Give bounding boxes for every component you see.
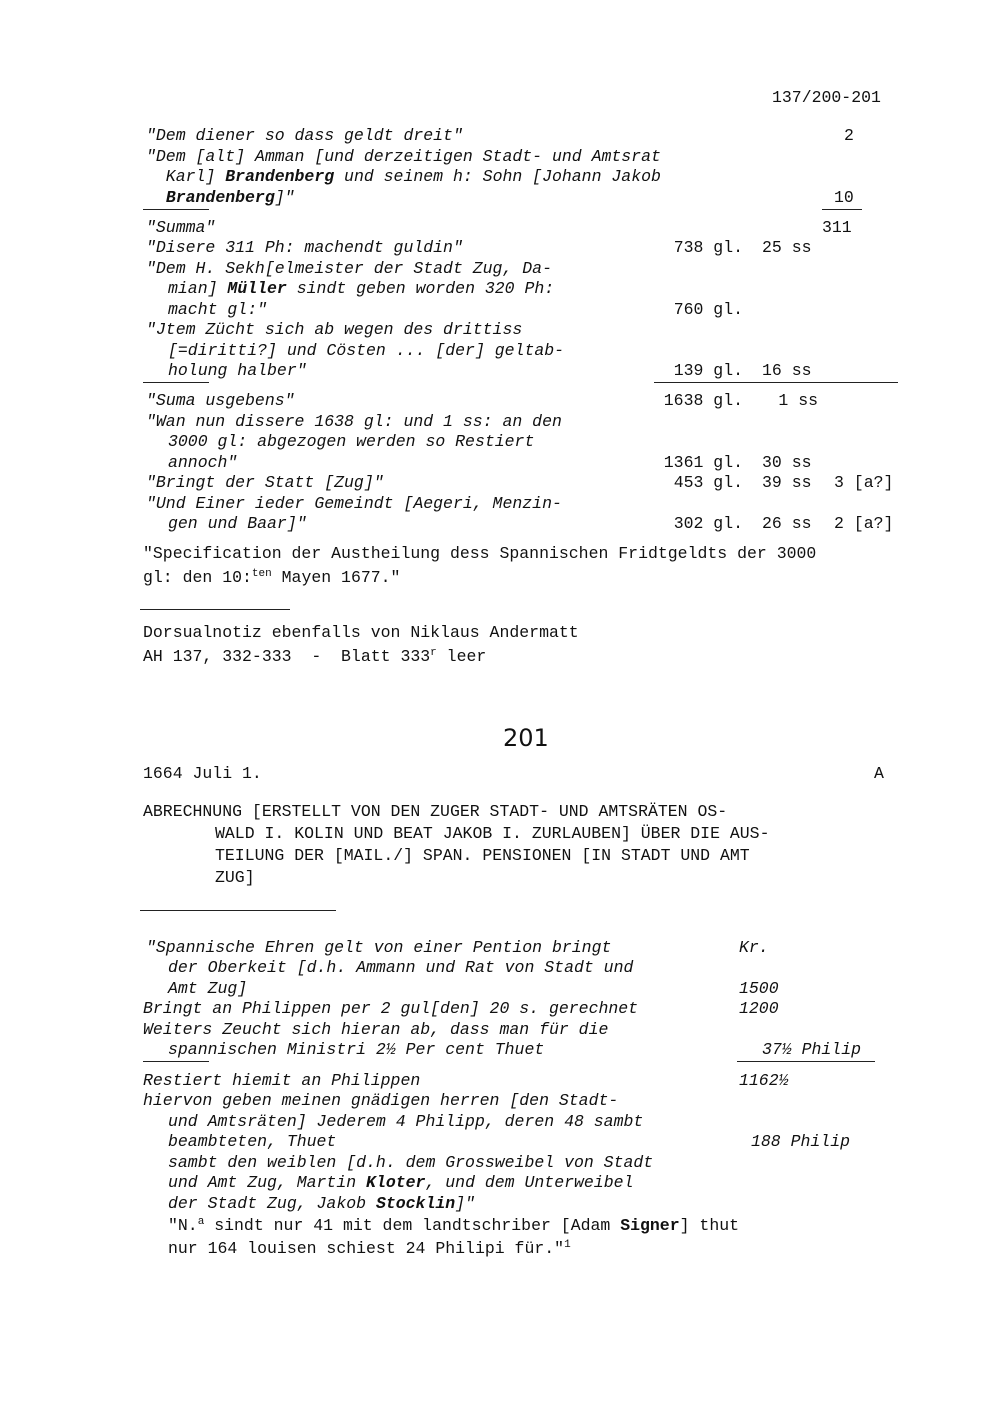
value-jtem-gl: 139 gl.	[673, 361, 743, 380]
entry-philippen: Bringt an Philippen per 2 gul[den] 20 s. gerechnet	[143, 999, 639, 1018]
entry-wan-line1: "Wan nun dissere 1638 gl: und 1 ss: an den	[146, 412, 562, 431]
entry-muller-line1: "Dem H. Sekh[elmeister der Stadt Zug, Da-	[146, 259, 552, 278]
entry-gemeindt-line2: gen und Baar]"	[168, 514, 307, 533]
divider	[822, 209, 862, 210]
value-bringt-ss: 39 ss	[762, 473, 812, 492]
value-hiervon: 188 Philip	[751, 1132, 851, 1151]
note-line1: "N.$^a$ sindt nur 41 mit dem landtschriber [Adam Signer] thut	[168, 1216, 740, 1235]
value-gemeindt-ph: 2 [a?]	[834, 514, 894, 533]
column-header-kr: Kr.	[739, 938, 769, 957]
page-reference: 137/200-201	[772, 88, 881, 107]
entry-jtem-line3: holung halber"	[168, 361, 307, 380]
entry-wan-line2: 3000 gl: abgezogen werden so Restiert	[168, 432, 535, 451]
name-brandenberg: Brandenberg	[225, 167, 335, 186]
headline-line4: ZUG]	[215, 868, 255, 887]
value-summa: 311	[822, 218, 852, 237]
value-disere-gl: 738 gl.	[673, 238, 743, 257]
name-kloter: Kloter	[366, 1173, 426, 1192]
archive-reference: AH 137, 332-333 - Blatt 333$^r$ leer	[143, 647, 487, 666]
value-bringt-gl: 453 gl.	[673, 473, 743, 492]
value-gemeindt-gl: 302 gl.	[673, 514, 743, 533]
value-suma-ss: 1 ss	[778, 391, 818, 410]
entry-hiervon-line1: hiervon geben meinen gnädigen herren [den Stadt-	[143, 1091, 619, 1110]
headline-line1: ABRECHNUNG [ERSTELLT VON DEN ZUGER STADT- UND AMTSRÄTEN OS-	[143, 802, 728, 821]
value-amman-ph: 10	[834, 188, 854, 207]
value-suma-gl: 1638 gl.	[663, 391, 743, 410]
divider	[143, 209, 209, 210]
entry-hiervon-line6: der Stadt Zug, Jakob Stocklin]"	[168, 1194, 475, 1213]
entry-weiters-line2: spannischen Ministri 2½ Per cent Thuet	[168, 1040, 545, 1059]
value-weiters: 37½ Philip	[762, 1040, 862, 1059]
divider	[143, 382, 209, 383]
entry-restiert: Restiert hiemit an Philippen	[143, 1071, 421, 1090]
entry-disere: "Disere 311 Ph: machendt guldin"	[146, 238, 463, 257]
document-number: 201	[503, 724, 549, 752]
name-stocklin: Stocklin	[375, 1194, 456, 1213]
value-bringt-ph: 3 [a?]	[834, 473, 894, 492]
dorsal-note: Dorsualnotiz ebenfalls von Niklaus Andermatt	[143, 623, 579, 642]
entry-bringt-statt: "Bringt der Statt [Zug]"	[146, 473, 384, 492]
headline-line2: WALD I. KOLIN UND BEAT JAKOB I. ZURLAUBEN] ÜBER DIE AUS-	[215, 824, 770, 843]
entry-hiervon-line2: und Amtsräten] Jederem 4 Philipp, deren 48 sambt	[168, 1112, 644, 1131]
entry-amman-line1: "Dem [alt] Amman [und derzeitigen Stadt- und Amtsrat	[146, 147, 661, 166]
entry-diener: "Dem diener so dass geldt dreit"	[146, 126, 463, 145]
divider	[737, 1061, 875, 1062]
label-suma-usgebens: "Suma usgebens"	[146, 391, 295, 410]
entry-muller-line2: mian] Müller sindt geben worden 320 Ph:	[168, 279, 555, 298]
entry-amman-line2: Karl] Brandenberg und seinem h: Sohn [Johann Jakob	[146, 167, 661, 186]
value-ehren: 1500	[739, 979, 779, 998]
headline-line3: TEILUNG DER [MAIL./] SPAN. PENSIONEN [IN STADT UND AMT	[215, 846, 750, 865]
label-summa: "Summa"	[146, 218, 216, 237]
value-wan-ss: 30 ss	[762, 453, 812, 472]
entry-hiervon-line4: sambt den weiblen [d.h. dem Grossweibel von Stadt	[168, 1153, 654, 1172]
name-signer: Signer	[620, 1216, 680, 1235]
specification-line2: gl: den 10:$^{ten}$ Mayen 1677."	[143, 568, 401, 587]
value-muller-gl: 760 gl.	[673, 300, 743, 319]
note-line2: nur 164 louisen schiest 24 Philipi für."$^1$	[168, 1239, 571, 1258]
value-jtem-ss: 16 ss	[762, 361, 812, 380]
document-type: A	[874, 764, 884, 783]
footnote-separator	[140, 609, 290, 610]
value-philippen: 1200	[739, 999, 779, 1018]
entry-jtem-line2: [=diritti?] und Cösten ... [der] geltab-	[168, 341, 565, 360]
section-separator	[140, 910, 336, 911]
entry-amman-line3: Brandenberg]"	[165, 188, 295, 207]
value-disere-ss: 25 ss	[762, 238, 812, 257]
entry-ehren-line1: "Spannische Ehren gelt von einer Pention bringt	[146, 938, 612, 957]
specification-line1: "Specification der Austheilung dess Spannischen Fridtgeldts der 3000	[143, 544, 817, 563]
entry-gemeindt-line1: "Und Einer ieder Gemeindt [Aegeri, Menzin-	[146, 494, 562, 513]
value-wan-gl: 1361 gl.	[663, 453, 743, 472]
divider	[143, 1061, 209, 1062]
name-brandenberg-2: Brandenberg	[165, 188, 275, 207]
entry-ehren-line2: der Oberkeit [d.h. Ammann und Rat von Stadt und	[168, 958, 634, 977]
value-restiert: 1162½	[739, 1071, 789, 1090]
value-diener-ph: 2	[844, 126, 854, 145]
entry-hiervon-line3: beambteten, Thuet	[168, 1132, 337, 1151]
entry-muller-line3: macht gl:"	[168, 300, 268, 319]
entry-hiervon-line5: und Amt Zug, Martin Kloter, und dem Unterweibel	[168, 1173, 634, 1192]
entry-wan-line3: annoch"	[168, 453, 238, 472]
entry-weiters-line1: Weiters Zeucht sich hieran ab, dass man für die	[143, 1020, 609, 1039]
divider	[654, 382, 898, 383]
entry-ehren-line3: Amt Zug]	[168, 979, 248, 998]
value-gemeindt-ss: 26 ss	[762, 514, 812, 533]
entry-jtem-line1: "Jtem Zücht sich ab wegen des drittiss	[146, 320, 523, 339]
document-date: 1664 Juli 1.	[143, 764, 262, 783]
name-muller: Müller	[227, 279, 287, 298]
